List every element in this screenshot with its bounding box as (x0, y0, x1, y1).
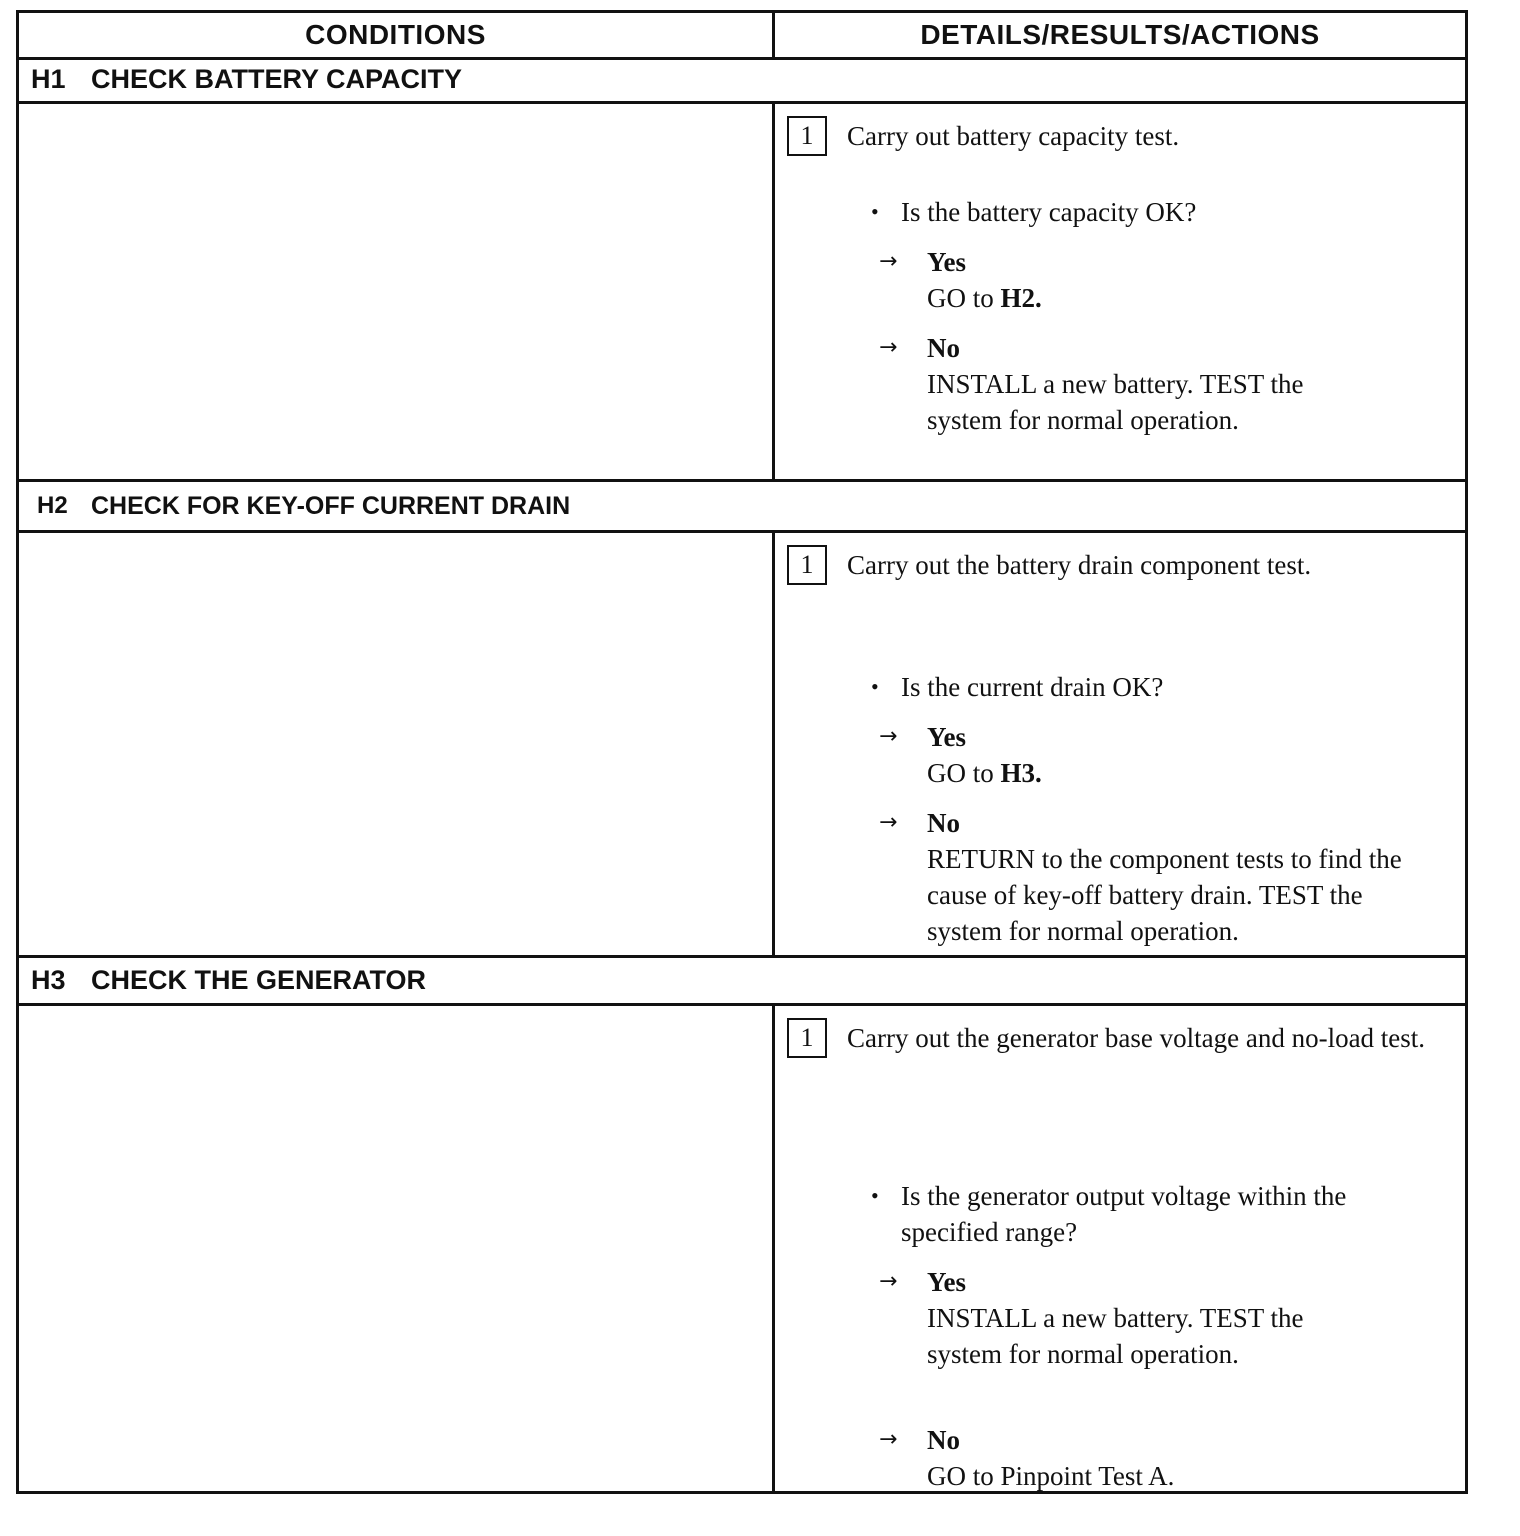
details-cell (775, 104, 1465, 479)
no-action: GO to Pinpoint Test A. (927, 1461, 1175, 1491)
bullet-icon: • (871, 1183, 879, 1208)
details-cell (775, 1006, 1465, 1491)
right-arrow-icon: → (879, 724, 898, 749)
yes-branch (879, 1264, 1435, 1374)
yes-action-ref: H3. (1000, 758, 1042, 788)
conditions-header: CONDITIONS (19, 13, 775, 57)
yes-branch (879, 719, 1435, 791)
no-branch (879, 330, 1435, 440)
section-h3-title (19, 958, 1465, 1006)
right-arrow-icon: → (879, 810, 898, 835)
right-arrow-icon: → (879, 1269, 898, 1294)
table-header-row (19, 13, 1465, 60)
step-number-box: 1 (787, 545, 827, 585)
section-h2-title (19, 482, 1465, 533)
section-title-text: CHECK THE GENERATOR (91, 965, 427, 995)
section-h3-body (19, 1006, 1465, 1491)
conditions-cell (19, 533, 775, 955)
right-arrow-icon: → (879, 335, 898, 360)
no-label: No (927, 808, 960, 838)
right-arrow-icon: → (879, 1427, 898, 1452)
section-code: H3 (31, 965, 66, 995)
no-branch (879, 805, 1435, 951)
bullet-icon: • (871, 674, 879, 699)
no-label: No (927, 1425, 960, 1455)
yes-branch (879, 244, 1435, 316)
diagnostic-table (16, 10, 1468, 1494)
conditions-cell (19, 104, 775, 479)
yes-action: INSTALL a new battery. TEST the system for normal operation. (927, 1303, 1304, 1369)
section-h1-body (19, 104, 1465, 482)
details-header: DETAILS/RESULTS/ACTIONS (920, 19, 1320, 50)
yes-action-ref: H2. (1000, 283, 1042, 313)
step-text: Carry out the generator base voltage and no-load test. (847, 1023, 1426, 1053)
right-arrow-icon: → (879, 249, 898, 274)
conditions-cell (19, 1006, 775, 1491)
yes-action-prefix: GO to (927, 758, 1001, 788)
yes-action (927, 755, 1435, 791)
yes-action-prefix: GO to (927, 283, 1001, 313)
question (871, 669, 1425, 705)
no-label: No (927, 333, 960, 363)
step-text: Carry out battery capacity test. (847, 121, 1180, 151)
details-cell (775, 533, 1465, 955)
step-number-box: 1 (787, 116, 827, 156)
section-h1-title (19, 57, 1465, 104)
yes-label: Yes (927, 1267, 966, 1297)
question (871, 194, 1425, 230)
section-code: H1 (31, 63, 66, 94)
no-action: INSTALL a new battery. TEST the system for normal operation. (927, 369, 1304, 435)
question (871, 1178, 1411, 1250)
step-text: Carry out the battery drain component test. (847, 550, 1312, 580)
section-title-text: CHECK FOR KEY-OFF CURRENT DRAIN (91, 491, 571, 520)
question-text: Is the battery capacity OK? (901, 197, 1197, 227)
question-text: Is the generator output voltage within the specified range? (901, 1181, 1347, 1247)
no-action: RETURN to the component tests to find the cause of key-off battery drain. TEST the system for normal operation. (927, 844, 1402, 946)
bullet-icon: • (871, 199, 879, 224)
question-text: Is the current drain OK? (901, 672, 1164, 702)
step-number-box: 1 (787, 1018, 827, 1058)
yes-label: Yes (927, 247, 966, 277)
yes-action (927, 280, 1435, 316)
no-branch (879, 1422, 1435, 1494)
section-h2-body (19, 533, 1465, 958)
section-code: H2 (37, 492, 68, 519)
yes-label: Yes (927, 722, 966, 752)
section-title-text: CHECK BATTERY CAPACITY (91, 63, 463, 94)
